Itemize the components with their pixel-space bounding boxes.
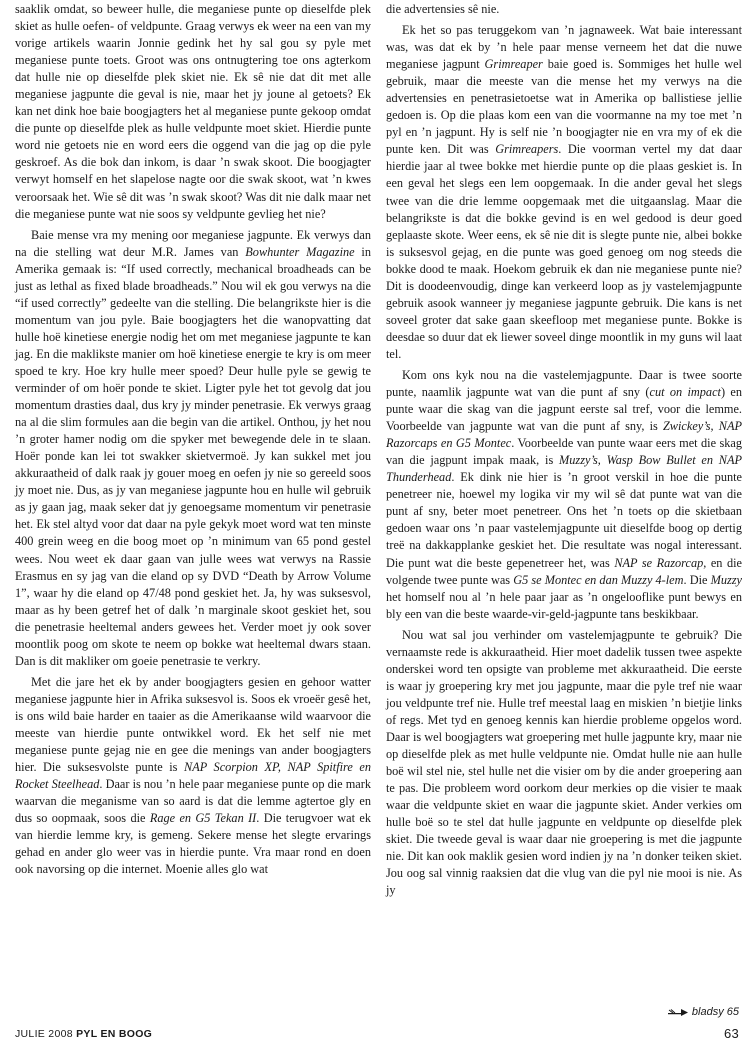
issue-date: JULIE 2008: [15, 1028, 73, 1040]
issue-info: [15, 1028, 152, 1040]
text-run: ) en punte waar die skag van die jagpunt eerste sal tref, voor die lemme. Voorbeelde van jagpunte wat van die punt af sny, is: [386, 385, 743, 434]
text-run: in Amerika gemaak is: “If used correctly, mechanical broadheads can be just as lethal as fixed blade broadheads.” Nou wil ek gou verwys na die “if used correctly” gedeelte van die stelling. Die belangrikste hier is die momentum van jou pyle. Baie boogjagters het die wanopvatting dat hulle hoë kinetiese energie nodig het om met meganiese jagpunte te kan jag. En die maklikste manier om hoë kinetiese energie te kry is om meer spoed te kry. Hoe kry hulle meer spoed? Deur hulle pyle se gewig te verminder of om hoër ponde te skiet. Ligter pyle het tot gevolg dat jou momentum drasties daal, dus kry jy minder penetrasie. Ek verwys graag na al die slim formules aan die begin van die artikel. Onthou, jy het nou ’n groter hamer nodig om die spyker met bewegende dele in te slaan. Hoër ponde kan lei tot swakker skietvermoë. Jy kan sukkel met jou akkuraatheid of dalk raak jy gouer moeg en oefen jy nie so gereeld soos jy moet nie. Dus, as jy van meganiese jagpunte hou en hulle wil gebruik as jy gaan jag, maak seker dat jy genoegsame momentum vir penetrasie het. Ek stel altyd voor dat daar na pyle gekyk moet word wat ten minste 400 grein weeg en die boog moet op ’n minimum van 65 pond gestel wees. Nou weet ek daar gaan van julle wees wat verwys na Rassie Erasmus en sy jag van die eland op sy DVD “Death by Arrow Volume 1”, waar hy die eland op 47/48 pond geskiet het. Ja, hy was suksesvol, maar as hy been getref het of dalk ’n marginale skoot geskiet het, sou die penetrasie heeltemal anders gewees het. Verder moet jy ook sover moontlik poog om skote te neem op bokke wat heeltemal dwars staan. Dan is dit makliker om goeie penetrasie te verkry.: [15, 244, 372, 668]
continued-on-page: [667, 1006, 739, 1018]
paragraph: die advertensies sê nie.: [386, 2, 500, 16]
magazine-name: Bowhunter Magazine: [245, 244, 355, 259]
text-run: , en die volgende twee punte was: [386, 555, 742, 587]
text-run: het homself nou al ’n hele paar jaar as ’n ongelooflike punt bewys en bly een van die beste waarde-vir-geld-jagpunte tans beskikbaar.: [386, 589, 742, 621]
paragraph: [386, 367, 742, 623]
term: cut on impact: [649, 385, 721, 400]
product-names: Zwickey’s, NAP Razorcaps en G5 Montec: [386, 419, 742, 451]
text-run: . Ek dink nie hier is ’n groot verskil in hoe die punte penetreer nie, hoewel my logika vir my wil sê dat punte wat van die punt af sny, beter moet penetreer. Ons het ’n toets op die skietbaan gedoen waar ons ’n paar vastelemjagpunte uit dieselfde boog op dertig treë na dakkapplanke geskiet het. Die resultate was nogal interessant. Die punt wat die beste gepenetreer het, was: [386, 470, 742, 570]
text-run: Ek het so pas teruggekom van ’n jagnaweek. Wat baie interessant was, was dat ek by ’n hele paar mense verneem het dat die nuwe meganiese jagpunt: [386, 23, 742, 72]
product-names: NAP Scorpion XP, NAP Spitfire en Rocket Steelhead: [15, 760, 371, 792]
text-run: . Die: [683, 572, 711, 587]
continued-label: bladsy 65: [691, 1006, 739, 1018]
paragraph: Nou wat sal jou verhinder om vastelemjagpunte te gebruik? Die vernaamste rede is akkuraatheid. Hier moet dadelik tussen twee aspekte onderskei word ten opsigte van probleme met akkuraatheid. Die eerste is waar jy groepering kry met jou jagpunte, maar die pyle tref nie waar jou veldpunte tref nie. Hulle tref meestal laag en miskien ’n bietjie links of regs. Met tyd en genoeg kennis kan hierdie probleme opgelos word. Daar is wel boogjagters wat groepering met hulle jagpunte kry, maar nie op dieselfde plek as met hulle veldpunte nie. Omdat hulle nie aan hulle boë wil stel nie, stel hulle net die visier om by die ander groepering aan te pas. Die probleem word oorkom deur merkies op die visier te maak waar die veldpunte skiet en waar die jagpunte skiet. Ander verkies om hulle boë so te stel dat hulle jagpunte en veldpunte op dieselfde plek skiet. Die tweede geval is waar daar nie groepering is met die jagpunte nie. Dit kan ook maklik gesien word indien jy na ’n donker teiken skiet. Jou oog sal vinnig raaksien dat die vlug van die pyl nie mooi is nie. As jy: [386, 627, 742, 898]
arrow-icon: [667, 1007, 689, 1017]
product-name: NAP se Razorcap: [614, 555, 704, 570]
text-run: . Die voorman vertel my dat daar hierdie jaar al twee bokke met hierdie punte op die plaas geskiet is. In een geval het slegs een lem oopgemaak. In die ander geval het slegs twee van die drie lemme oopgemaak met die uitgaanslag. Maar die belangrikste is dat die bokke gevind is en wel gedood is deur goed geplaaste skote. Weer eens, ek sê nie dit is slegte punte nie, albei bokke is suksesvol gejag, en die punte was goed genoeg om nog steeds die bokke dood te maak. Hoekom gebruik ek dan nie meganiese punte nie? Dit is doodeenvoudig, dinge kan verkeerd loop as jy vastelemjagpunte gebruik asook wanneer jy meganiese jagpunte gebruik. Die kans is net soveel groter dat sake gaan skeefloop met meganiese punte. Bokke is deesdae so duur dat ek liewer soveel dinge moontlik in my guns wil laat tel.: [386, 142, 742, 361]
text-run: Baie mense vra my mening oor meganiese jagpunte. Ek verwys dan na die stelling wat deur M.R. James van: [15, 227, 371, 259]
magazine-page: [15, 0, 741, 1055]
paragraph: [15, 674, 371, 879]
product-name: Muzzy: [710, 572, 742, 587]
text-run: . Voorbeelde van punte waar eers met die skag van die jagpunt impak maak, is: [386, 436, 742, 468]
paragraph: [15, 227, 371, 670]
product-names: G5 se Montec en dan Muzzy 4-lem: [513, 572, 684, 587]
text-run: . Die terugvoer wat ek van hierdie lemme kry, is gemeng. Sekere mense het slegte ervarings gehad en ander glo weer vas in hierdie punte. Vra maar rond en doen ook navorsing op die internet. Moenie alles glo wat: [15, 811, 371, 877]
product-names: Muzzy’s, Wasp Bow Bullet en NAP Thunderhead: [386, 453, 743, 485]
paragraph: [386, 22, 742, 363]
text-run: Kom ons kyk nou na die vastelemjagpunte. Daar is twee soorte punte, naamlik jagpunte wat van die punt af sny (: [386, 367, 742, 400]
text-run: baie goed is. Sommiges het hulle wel gebruik, maar die meeste van die mense het my verwys na die advertensies en penetrasietoetse wat in Amerika op ballistiese jellie gedoen is. Op die plaas kom een van die voormanne na my toe met ’n pyl en ’n jagpunt. Hy is self nie ’n boogjagter nie en vra my of ek die punte ken. Dit was: [386, 57, 742, 157]
text-run: Met die jare het ek by ander boogjagters gesien en gehoor watter meganiese jagpunte hier in Afrika suksesvol is. Soos ek vroeër gesê het, is ons wild baie harder en taaier as die Amerikaanse wild waarvoor die meeste van hierdie punte ontwikkel word. Ek het self nie met meganiese punte gejag nie en gee die menings van ander boogjagters hier. Die suksesvolste punte is: [15, 674, 371, 775]
product-name: Grimreaper: [484, 57, 543, 72]
magazine-title: PYL EN BOOG: [76, 1028, 153, 1040]
text-run: . Daar is nou ’n hele paar meganiese punte op die mark waarvan die meganisme van so aard is dat die lemme agtertoe gly en dus so oopmaak, soos die: [15, 777, 371, 826]
right-column: [386, 1, 742, 903]
left-column: [15, 1, 371, 882]
product-names: Rage en G5 Tekan II: [149, 811, 257, 826]
product-name: Grimreapers: [495, 142, 559, 157]
page-number: 63: [723, 1026, 739, 1041]
paragraph: saaklik omdat, so beweer hulle, die meganiese punte op dieselfde plek skiet as hulle oefen- of veldpunte. Graag verwys ek weer na een van my vorige artikels waarin Jonnie gedink het hy sal gou sy pyle met meganiese punte toets. Groot was ons ontnugtering toe ons agterkom dat hulle nie op dieselfde plek skiet nie. Ek sê nie dat dit met alle meganiese jagpunte die geval is nie, maar het jy joune al getoets? Ek kan net dink hoe baie boogjagters het al meganiese punte gekoop omdat die punte op dieselfde plek as hulle veldpunte moet skiet. Hierdie punte word nie getoets nie en word eers die oggend van die jag op die pyle geskroef. As die bok dan inkom, is daar ’n swak skoot. Die boogjagter verwyt homself en het slapelose nagte oor die swak skoot, wat ’n kwes veroorsaak het. Wie sê dit was ’n swak skoot? Was dit nie dalk maar net die meganiese punte wat nie soos sy veldpunte gevlieg het nie?: [15, 2, 371, 221]
